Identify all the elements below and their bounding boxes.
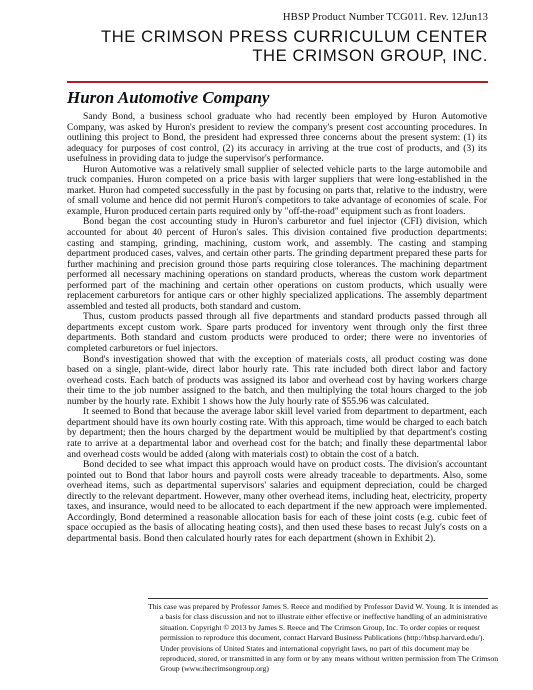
- footnote-divider: [148, 598, 488, 599]
- paragraph-1: Sandy Bond, a business school graduate who had recently been employed by Huron Automotive Company, was asked by Huron's president to review the company's present cost accounting procedures. In outlining this project to Bond, the president had expressed three concerns about the present system: (1) its adequacy for purposes of cost control, (2) its accuracy in arriving at the true cost of products, and (3) its usefulness in providing data to judge the supervisor's performance.: [67, 111, 487, 165]
- header-divider: [67, 81, 488, 83]
- paragraph-4: Thus, custom products passed through all five departments and standard products passed through all departments except custom work. Spare parts produced for inventory went through only the first three departments. Both standard and custom products were produced to order; there were no inventories of completed carburetors or fuel injectors.: [67, 311, 487, 355]
- paragraph-5: Bond's investigation showed that with the exception of materials costs, all product costing was done based on a single, plant-wide, direct labor hourly rate. This rate included both direct labor and factory overhead costs. Each batch of products was assigned its labor and overhead cost by having workers charge their time to the job number assigned to the batch, and then multiplying the total hours charged to the job number by the hourly rate. Exhibit 1 shows how the July hourly rate of $55.96 was calculated.: [67, 353, 487, 407]
- case-body: [67, 112, 487, 544]
- product-number: HBSP Product Number TCG011. Rev. 12Jun13: [282, 12, 488, 23]
- publisher-line-2: THE CRIMSON GROUP, INC.: [252, 46, 488, 65]
- publisher-header: [101, 27, 488, 65]
- paragraph-3: Bond began the cost accounting study in Huron's carburetor and fuel injector (CFI) division, which accounted for about 40 percent of Huron's sales. This division contained five production departments: casting and stamping, grinding, machining, custom work, and assembly. The casting and stamping department produced cases, valves, and certain other parts. The grinding department prepared these parts for further machining and precision ground those parts requiring close tolerances. The machining department performed all necessary machining operations on standard products, whereas the custom work department performed part of the machining and certain other operations on custom products, which usually were replacement carburetors for antique cars or other highly specialized applications. The assembly department assembled and tested all products, both standard and custom.: [67, 216, 487, 312]
- paragraph-7: Bond decided to see what impact this approach would have on product costs. The division's accountant pointed out to Bond that labor hours and payroll costs were already traceable to departments. Also, some overhead items, such as departmental supervisors' salaries and equipment depreciation, could be charged directly to the relevant department. However, many other overhead items, including heat, electricity, property taxes, and insurance, would need to be allocated to each department if the new approach were implemented. Accordingly, Bond determined a reasonable allocation basis for each of these joint costs (e.g. cubic feet of space occupied as the basis of allocating heating costs), and then used these bases to recast July's costs on a departmental basis. Bond then calculated hourly rates for each department (shown in Exhibit 2).: [67, 459, 487, 544]
- paragraph-2: Huron Automotive was a relatively small supplier of selected vehicle parts to the large automobile and truck companies. Huron competed on a price basis with larger suppliers that were long-established in the market. Huron had competed successfully in the past by focusing on parts that, relative to the industry, were of small volume and hence did not permit Huron's competitors to take advantage of economies of scale. For example, Huron produced certain parts required only by "off-the-road" equipment such as front loaders.: [67, 163, 487, 217]
- publisher-line-1: THE CRIMSON PRESS CURRICULUM CENTER: [100, 27, 488, 46]
- paragraph-6: It seemed to Bond that because the average labor skill level varied from department to department, each department should have its own hourly costing rate. With this approach, time would be charged to each batch by department; then the hours charged by the department would be multiplied by that department's costing rate to arrive at a departmental labor and overhead cost for the batch; and finally these departmental labor and overhead costs would be added (along with materials cost) to obtain the cost of a batch.: [67, 406, 487, 460]
- document-title: Huron Automotive Company: [67, 88, 270, 107]
- copyright-footnote: This case was prepared by Professor James S. Reece and modified by Professor David W. Young. It is intended as a basis for class discussion and not to illustrate either effective or ineffective handling of an administrative situation. Copyright © 2013 by James S. Reece and The Crimson Group, Inc. To order copies or request permission to reproduce this document, contact Harvard Business Publications (http://hbsp.harvard.edu/). Under provisions of United States and international copyright laws, no part of this document may be reproduced, stored, or transmitted in any form or by any means without written permission from The Crimson Group (www.thecrimsongroup.org): [148, 602, 499, 674]
